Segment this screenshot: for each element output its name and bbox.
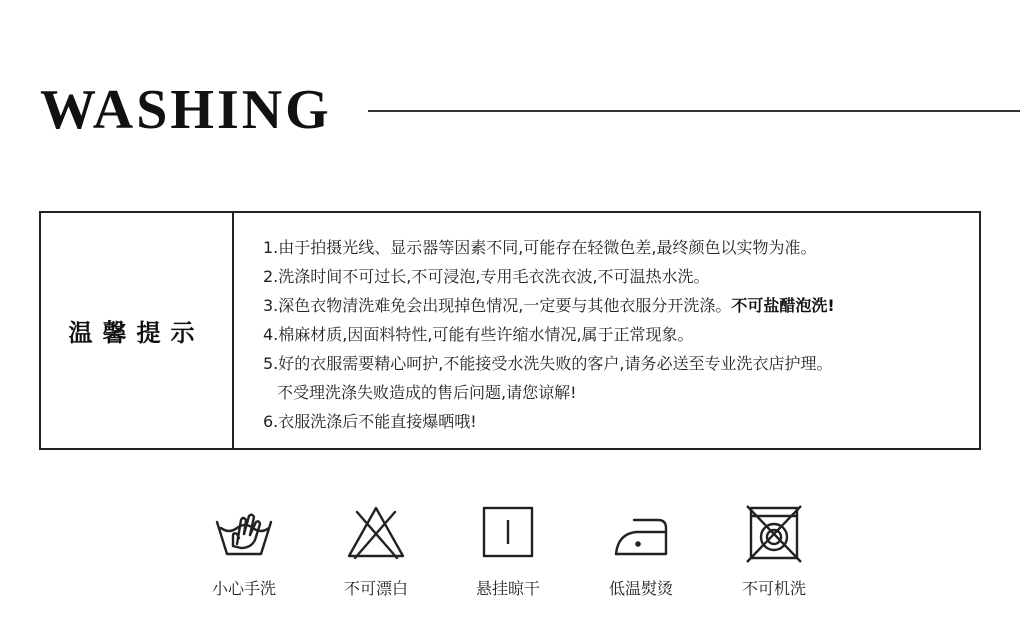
care-item-no-machine-wash	[709, 500, 839, 599]
care-label-hand-wash: 小心手洗	[211, 579, 276, 598]
notice-line-1: 1.由于拍摄光线、显示器等因素不同,可能存在轻微色差,最终颜色以实物为准。	[263, 238, 817, 257]
no-machine-wash-icon	[741, 500, 807, 566]
notice-label: 温馨提示	[68, 319, 205, 347]
care-item-hang-dry	[443, 500, 573, 599]
care-label-hang-dry: 悬挂晾干	[475, 579, 540, 598]
hand-wash-icon	[211, 500, 277, 566]
notice-line-5-continued: 不受理洗涤失败造成的售后问题,请您谅解!	[277, 383, 577, 402]
notice-line-6: 6.衣服洗涤后不能直接爆晒哦!	[263, 412, 477, 431]
care-item-no-bleach	[311, 500, 441, 599]
care-item-hand-wash	[179, 500, 309, 599]
title-divider	[368, 110, 1020, 112]
notice-line-3	[263, 291, 963, 320]
notice-label-cell	[41, 213, 234, 448]
notice-line-2: 2.洗涤时间不可过长,不可浸泡,专用毛衣洗衣波,不可温热水洗。	[263, 267, 710, 286]
care-label-no-bleach: 不可漂白	[343, 579, 408, 598]
care-label-no-machine-wash: 不可机洗	[741, 579, 806, 598]
page-title: WASHING	[40, 79, 332, 141]
notice-line-5: 5.好的衣服需要精心呵护,不能接受水洗失败的客户,请务必送至专业洗衣店护理。	[263, 354, 833, 373]
care-label-low-iron: 低温熨烫	[608, 579, 673, 598]
notice-list	[263, 233, 963, 436]
notice-line-4: 4.棉麻材质,因面料特性,可能有些许缩水情况,属于正常现象。	[263, 325, 694, 344]
hang-dry-icon	[475, 500, 541, 566]
no-bleach-icon	[343, 500, 409, 566]
notice-line-3-bold: 不可盐醋泡洗!	[731, 296, 835, 315]
notice-box	[39, 211, 981, 450]
notice-line-3-text: 3.深色衣物清洗难免会出现掉色情况,一定要与其他衣服分开洗涤。	[263, 296, 732, 315]
low-iron-icon	[608, 500, 674, 566]
care-item-low-iron	[576, 500, 706, 599]
